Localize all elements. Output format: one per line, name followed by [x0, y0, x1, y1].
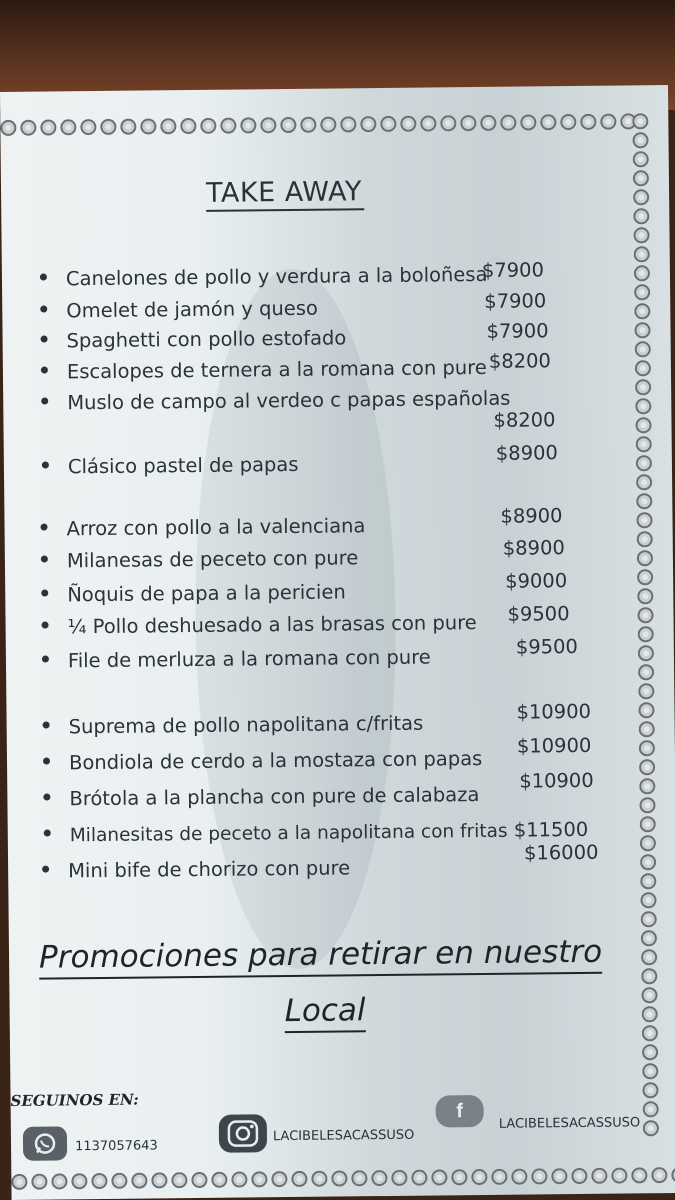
ornament-icon [131, 1173, 147, 1189]
ornament-icon [200, 118, 216, 134]
ornament-icon [0, 120, 16, 136]
ornament-icon [491, 1169, 507, 1185]
menu-item-price: $11500 [507, 817, 589, 842]
ornament-icon [571, 1168, 587, 1184]
bullet-point [42, 656, 49, 663]
ornament-border-bottom [11, 1167, 675, 1196]
ornament-icon [431, 1169, 447, 1185]
ornament-icon [460, 115, 476, 131]
ornament-icon [531, 1168, 547, 1184]
ornament-icon [420, 115, 436, 131]
ornament-icon [360, 116, 376, 132]
ornament-icon [634, 284, 650, 300]
ornament-icon [551, 1168, 567, 1184]
menu-item-price: $16000 [523, 840, 599, 865]
menu-item-price: $8900 [495, 441, 558, 465]
ornament-icon [641, 949, 657, 965]
ornament-icon [631, 1167, 647, 1183]
ornament-icon [633, 189, 649, 205]
ornament-icon [591, 1168, 607, 1184]
ornament-icon [580, 114, 596, 130]
menu-item-name: Spaghetti con pollo estofado [66, 326, 346, 352]
menu-item-name: Bondiola de cerdo a la mostaza con papas [69, 747, 482, 774]
ornament-border-right [632, 113, 669, 1143]
bullet-point [43, 758, 50, 765]
ornament-icon [637, 588, 653, 604]
ornament-icon [400, 116, 416, 132]
menu-item-name: Mini bife de chorizo con pure [68, 856, 350, 882]
ornament-icon [91, 1173, 107, 1189]
menu-sheet [0, 85, 675, 1200]
ornament-icon [641, 930, 657, 946]
ornament-icon [642, 1025, 658, 1041]
ornament-icon [639, 778, 655, 794]
bullet-point [41, 556, 48, 563]
ornament-icon [351, 1170, 367, 1186]
ornament-icon [211, 1172, 227, 1188]
ornament-icon [600, 114, 616, 130]
ornament-icon [637, 569, 653, 585]
menu-item-name: Canelones de pollo y verdura a la boloñesa [66, 263, 488, 290]
ornament-icon [271, 1171, 287, 1187]
ornament-icon [642, 1044, 658, 1060]
ornament-icon [640, 873, 656, 889]
ornament-icon [635, 360, 651, 376]
ornament-icon [340, 116, 356, 132]
bullet-point [43, 794, 50, 801]
instagram-icon [219, 1114, 267, 1153]
ornament-icon [634, 246, 650, 262]
bullet-point [40, 274, 47, 281]
ornament-icon [639, 721, 655, 737]
ornament-icon [637, 607, 653, 623]
menu-item-name: Milanesas de peceto con pure [67, 546, 359, 572]
ornament-icon [633, 208, 649, 224]
ornament-icon [640, 892, 656, 908]
ornament-icon [371, 1170, 387, 1186]
menu-item-name: Suprema de pollo napolitana c/fritas [69, 712, 424, 739]
menu-item-price: $7900 [484, 289, 547, 313]
ornament-icon [540, 114, 556, 130]
ornament-icon [380, 116, 396, 132]
ornament-icon [641, 911, 657, 927]
bullet-point [41, 590, 48, 597]
ornament-icon [411, 1170, 427, 1186]
ornament-icon [640, 835, 656, 851]
ornament-icon [637, 550, 653, 566]
ornament-icon [520, 114, 536, 130]
ornament-icon [280, 117, 296, 133]
bullet-point [42, 462, 49, 469]
ornament-icon [635, 417, 651, 433]
ornament-icon [651, 1167, 667, 1183]
facebook-icon: f [436, 1095, 484, 1128]
menu-item-price: $9500 [515, 634, 579, 659]
ornament-icon [151, 1172, 167, 1188]
ornament-icon [635, 379, 651, 395]
menu-item-price: $10900 [516, 733, 592, 758]
whatsapp-icon [23, 1126, 67, 1160]
bullet-point [43, 722, 50, 729]
ornament-icon [641, 968, 657, 984]
menu-item-price: $8200 [493, 408, 556, 432]
ornament-icon [120, 119, 136, 135]
ornament-icon [637, 531, 653, 547]
menu-item-price: $8900 [500, 504, 563, 528]
ornament-border-top [0, 113, 640, 138]
ornament-icon [240, 117, 256, 133]
ornament-icon [451, 1169, 467, 1185]
ornament-icon [633, 151, 649, 167]
ornament-icon [638, 683, 654, 699]
bullet-point [41, 524, 48, 531]
ornament-icon [639, 740, 655, 756]
ornament-icon [643, 1101, 659, 1117]
ornament-icon [638, 664, 654, 680]
ornament-icon [633, 170, 649, 186]
menu-item-name: Clásico pastel de papas [68, 453, 299, 478]
bullet-point [44, 830, 51, 837]
ornament-icon [51, 1173, 67, 1189]
ornament-icon [642, 1082, 658, 1098]
ornament-icon [640, 816, 656, 832]
whatsapp-number: 1137057643 [74, 1138, 158, 1155]
ornament-icon [300, 117, 316, 133]
menu-item-name: Arroz con pollo a la valenciana [66, 514, 365, 540]
menu-item-price: $8900 [502, 536, 565, 560]
ornament-icon [251, 1171, 267, 1187]
ornament-icon [638, 702, 654, 718]
bullet-point [42, 866, 49, 873]
ornament-icon [632, 113, 648, 129]
ornament-icon [636, 493, 652, 509]
ornament-icon [500, 115, 516, 131]
ornament-icon [60, 119, 76, 135]
ornament-icon [642, 1063, 658, 1079]
menu-item-name: Muslo de campo al verdeo c papas españolas [67, 387, 510, 415]
promo-heading-line2: Local [284, 992, 365, 1033]
ornament-icon [611, 1167, 627, 1183]
ornament-icon [171, 1172, 187, 1188]
ornament-icon [636, 455, 652, 471]
ornament-icon [320, 116, 336, 132]
ornament-icon [639, 797, 655, 813]
ornament-icon [20, 120, 36, 136]
menu-item-price: $8200 [488, 349, 552, 373]
menu-item-price: $9500 [507, 602, 570, 626]
menu-item-price: $7900 [481, 258, 545, 282]
ornament-icon [635, 341, 651, 357]
ornament-icon [111, 1173, 127, 1189]
menu-item-name: Escalopes de ternera a la romana con pure [67, 356, 487, 383]
ornament-icon [639, 759, 655, 775]
ornament-icon [636, 474, 652, 490]
ornament-icon [636, 512, 652, 528]
menu-title: TAKE AWAY [206, 176, 364, 212]
bullet-point [41, 336, 48, 343]
ornament-icon [511, 1169, 527, 1185]
ornament-icon [331, 1170, 347, 1186]
ornament-icon [140, 118, 156, 134]
menu-item-name: Brótola a la plancha con pure de calabaza [69, 783, 479, 810]
ornament-icon [31, 1174, 47, 1190]
menu-item-price: $9000 [505, 569, 568, 593]
ornament-icon [391, 1170, 407, 1186]
ornament-icon [632, 132, 648, 148]
ornament-icon [480, 115, 496, 131]
menu-item-name: Ñoquis de papa a la pericien [67, 580, 346, 606]
ornament-icon [440, 115, 456, 131]
menu-item-name: File de merluza a la romana con pure [68, 646, 431, 673]
menu-item-price: $10900 [516, 699, 592, 724]
promo-heading: Promociones para retirar en nuestro [39, 934, 602, 980]
ornament-icon [160, 118, 176, 134]
menu-item-name: Omelet de jamón y queso [66, 297, 318, 323]
ornament-icon [100, 119, 116, 135]
ornament-icon [671, 1167, 675, 1183]
ornament-icon [560, 114, 576, 130]
ornament-icon [643, 1120, 659, 1136]
ornament-icon [260, 117, 276, 133]
bullet-point [41, 398, 48, 405]
ornament-icon [291, 1171, 307, 1187]
ornament-icon [180, 118, 196, 134]
ornament-icon [311, 1171, 327, 1187]
ornament-icon [642, 1006, 658, 1022]
follow-us-label: SEGUINOS EN: [10, 1090, 139, 1110]
menu-item-name: Milanesitas de peceto a la napolitana con fritas $11500 [70, 818, 589, 846]
ornament-icon [191, 1172, 207, 1188]
bullet-point [41, 367, 48, 374]
ornament-icon [640, 854, 656, 870]
ornament-icon [11, 1174, 27, 1190]
ornament-icon [220, 118, 236, 134]
ornament-icon [40, 119, 56, 135]
ornament-icon [635, 398, 651, 414]
ornament-icon [636, 436, 652, 452]
bullet-point [40, 306, 47, 313]
ornament-icon [633, 227, 649, 243]
menu-item-name: ¼ Pollo deshuesado a las brasas con pure [67, 611, 476, 638]
facebook-handle: LACIBELESACASSUSO [498, 1115, 641, 1132]
ornament-icon [638, 645, 654, 661]
ornament-icon [471, 1169, 487, 1185]
ornament-icon [80, 119, 96, 135]
ornament-icon [634, 322, 650, 338]
ornament-icon [231, 1171, 247, 1187]
bullet-point [42, 622, 49, 629]
instagram-handle: LACIBELESACASSUSO [272, 1127, 415, 1145]
ornament-icon [634, 303, 650, 319]
menu-item-price: $7900 [486, 319, 549, 343]
ornament-icon [638, 626, 654, 642]
menu-item-price: $10900 [519, 768, 594, 793]
ornament-icon [71, 1173, 87, 1189]
ornament-icon [641, 987, 657, 1003]
ornament-icon [634, 265, 650, 281]
